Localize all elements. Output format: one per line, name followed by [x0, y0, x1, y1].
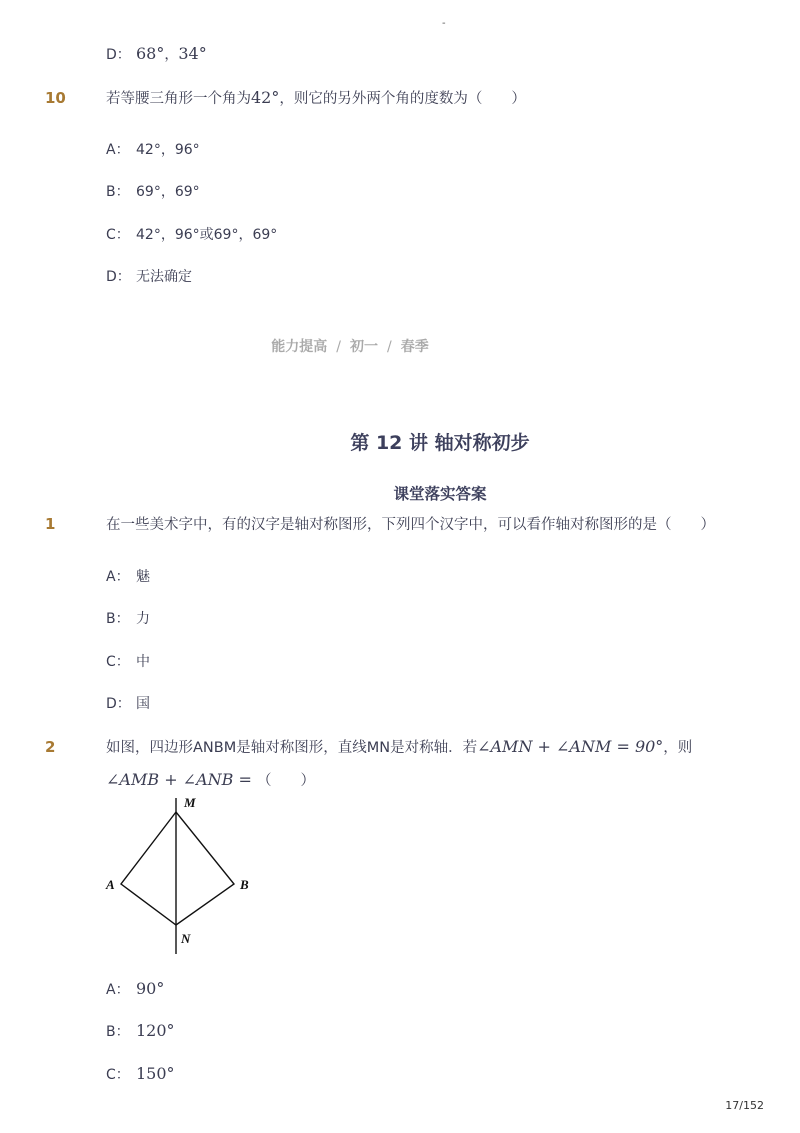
q2-option-c[interactable]	[106, 1064, 175, 1085]
option-separator: ，	[164, 47, 179, 63]
question-number: 1	[45, 515, 56, 533]
q10-option-b[interactable]	[106, 182, 200, 202]
question-text-part: （ ）	[256, 773, 315, 789]
option-label: D：	[106, 47, 131, 63]
option-text: 42°，96°	[136, 142, 200, 158]
q2-option-b[interactable]	[106, 1021, 175, 1042]
section-title: 课堂落实答案	[393, 485, 487, 503]
q10-option-d[interactable]	[106, 267, 192, 287]
option-text: 42°，96°或69°，69°	[136, 227, 278, 243]
question-text-line2	[106, 770, 315, 791]
question-number: 10	[45, 89, 66, 107]
option-text: 120°	[136, 1021, 175, 1040]
question-text	[106, 737, 692, 758]
q1-option-a[interactable]	[106, 567, 150, 587]
option-text: 力	[136, 611, 150, 627]
page-top-mark: -	[442, 18, 446, 29]
quadrilateral-figure	[100, 792, 260, 958]
vertex-label-n: N	[181, 931, 191, 946]
quadrilateral-anbm	[121, 812, 234, 925]
q1-option-c[interactable]	[106, 652, 150, 672]
option-text: 69°，69°	[136, 184, 200, 200]
option-text: 无法确定	[136, 269, 192, 285]
breadcrumb-item[interactable]: 初一	[350, 339, 378, 355]
breadcrumb-separator: /	[336, 339, 341, 355]
page-number: 17/152	[725, 1099, 764, 1112]
lecture-title: 第 12 讲 轴对称初步	[350, 432, 530, 454]
breadcrumb	[0, 336, 700, 356]
question-text: 在一些美术字中，有的汉字是轴对称图形，下列四个汉字中，可以看作轴对称图形的是（ ）	[106, 517, 715, 533]
question-math: 42°	[251, 88, 280, 107]
option-value: 68°	[136, 44, 165, 63]
option-label: D：	[106, 269, 131, 285]
option-value: 34°	[178, 44, 207, 63]
question-math: ∠AMN + ∠ANM = 90°	[477, 737, 664, 756]
option-label: B：	[106, 184, 130, 200]
question-text-part: ，则	[663, 740, 693, 756]
option-label: B：	[106, 1024, 130, 1040]
option-label: A：	[106, 982, 130, 998]
q1-option-b[interactable]	[106, 609, 150, 629]
option-label: A：	[106, 142, 130, 158]
breadcrumb-separator: /	[387, 339, 392, 355]
question-text-part: 若等腰三角形一个角为	[106, 91, 251, 107]
option-label: A：	[106, 569, 130, 585]
option-text: 中	[136, 654, 150, 670]
vertex-label-b: B	[240, 877, 249, 892]
option-text: 90°	[136, 979, 165, 998]
breadcrumb-item[interactable]: 春季	[400, 339, 429, 355]
option-label: C：	[106, 654, 130, 670]
question-number: 2	[45, 738, 56, 756]
q10-option-a[interactable]	[106, 140, 200, 160]
vertex-label-a: A	[106, 877, 115, 892]
breadcrumb-item[interactable]: 能力提高	[271, 339, 328, 355]
option-text: 魅	[136, 569, 150, 585]
option-label: B：	[106, 611, 130, 627]
option-label: D：	[106, 696, 131, 712]
option-text: 国	[136, 696, 150, 712]
option-label: C：	[106, 227, 130, 243]
option-label: C：	[106, 1067, 130, 1083]
q10-option-c[interactable]	[106, 225, 277, 245]
question-text	[106, 88, 526, 109]
question-math: ∠AMB + ∠ANB =	[106, 770, 257, 789]
q9-option-d[interactable]	[106, 44, 207, 65]
q2-option-a[interactable]	[106, 979, 164, 1000]
q1-option-d[interactable]	[106, 694, 150, 714]
question-text-part: ，则它的另外两个角的度数为（ ）	[279, 91, 526, 107]
option-text: 150°	[136, 1064, 175, 1083]
vertex-label-m: M	[184, 795, 196, 810]
question-text-part: 如图，四边形ANBM是轴对称图形，直线MN是对称轴．若	[106, 740, 478, 756]
